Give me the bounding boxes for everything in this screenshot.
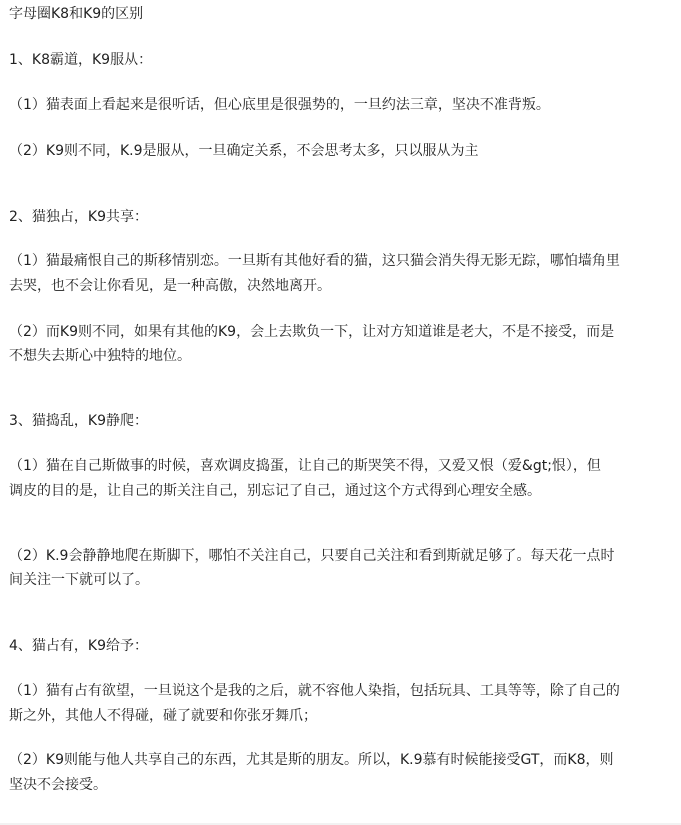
section-heading: 1、K8霸道，K9服从： xyxy=(9,52,153,68)
document-title: 字母圈K8和K9的区别 xyxy=(9,6,144,22)
paragraph-line: 斯之外，其他人不得碰，碰了就要和你张牙舞爪； xyxy=(9,708,317,724)
paragraph-line: 去哭，也不会让你看见，是一种高傲，决然地离开。 xyxy=(9,278,331,294)
paragraph-line: （2）K9则不同，K.9是服从，一旦确定关系，不会思考太多，只以服从为主 xyxy=(9,143,479,159)
section-heading: 4、猫占有，K9给予： xyxy=(9,638,148,654)
paragraph-line: （1）猫表面上看起来是很听话，但心底里是很强势的，一旦约法三章，坚决不准背叛。 xyxy=(9,97,550,113)
paragraph-line: （1）猫有占有欲望，一旦说这个是我的之后，就不容他人染指，包括玩具、工具等等，除了自己的 xyxy=(9,683,620,699)
paragraph-line: （2）而K9则不同，如果有其他的K9，会上去欺负一下，让对方知道谁是老大，不是不接受，而是 xyxy=(9,324,615,340)
paragraph-line: 间关注一下就可以了。 xyxy=(9,572,149,588)
paragraph-line: 调皮的目的是，让自己的斯关注自己，别忘记了自己，通过这个方式得到心理安全感。 xyxy=(9,483,541,499)
paragraph-line: 坚决不会接受。 xyxy=(9,777,107,793)
paragraph-line: （2）K.9会静静地爬在斯脚下，哪怕不关注自己，只要自己关注和看到斯就足够了。每天花一点时 xyxy=(9,548,615,564)
section-heading: 2、猫独占，K9共享： xyxy=(9,209,148,225)
paragraph-line: 不想失去斯心中独特的地位。 xyxy=(9,348,191,364)
paragraph-line: （1）猫在自己斯做事的时候，喜欢调皮捣蛋，让自己的斯哭笑不得，又爱又恨（爱&gt;恨），但 xyxy=(9,458,601,474)
paragraph-line: （2）K9则能与他人共享自己的东西，尤其是斯的朋友。所以，K.9慕有时候能接受GT，而K8，则 xyxy=(9,752,614,768)
section-heading: 3、猫捣乱，K9静爬： xyxy=(9,413,148,429)
paragraph-line: （1）猫最痛恨自己的斯移情别恋。一旦斯有其他好看的猫，这只猫会消失得无影无踪，哪怕墙角里 xyxy=(9,253,620,269)
